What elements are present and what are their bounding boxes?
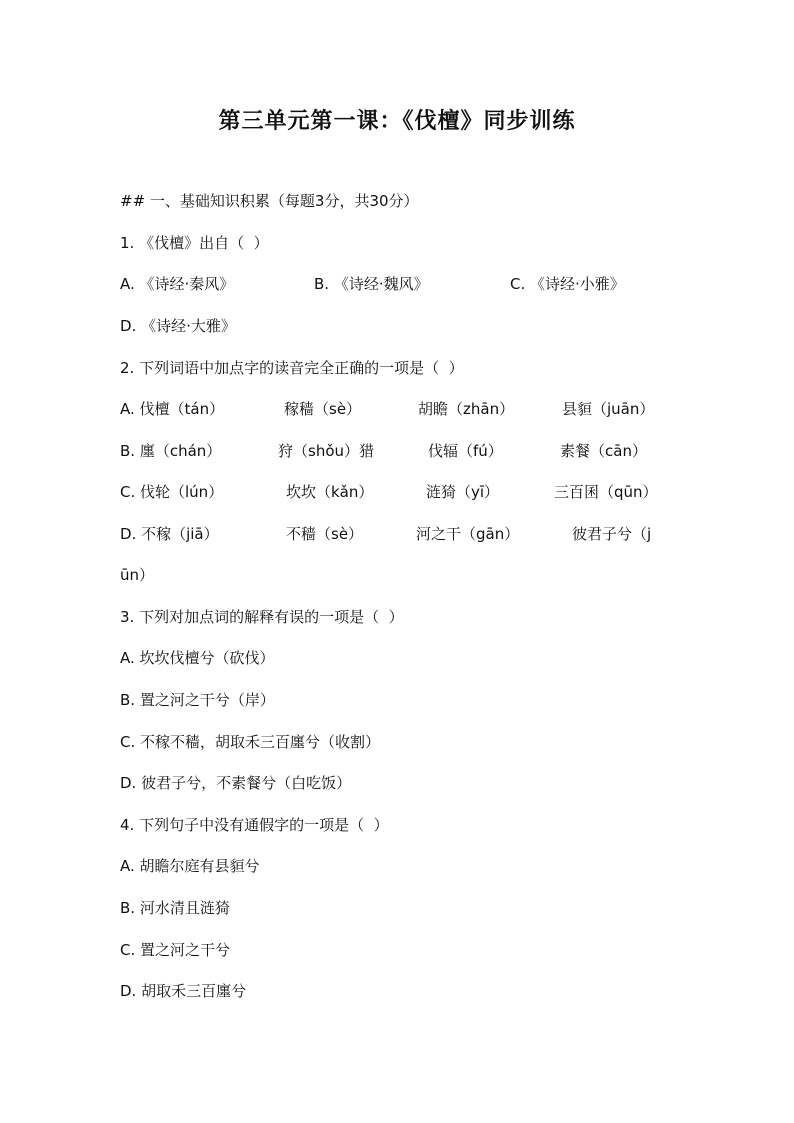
- question-1-option-a: A. 《诗经·秦风》: [120, 275, 235, 293]
- question-2-option-b-item: B. 廛（chán）: [120, 442, 222, 460]
- question-2-option-d-item: D. 不稼（jiā）: [120, 525, 219, 543]
- question-2-option-c-item: 涟猗（yī）: [426, 483, 500, 501]
- question-2-option-d-item: 彼君子兮（j: [572, 525, 652, 543]
- question-1-option-d: D. 《诗经·大雅》: [120, 317, 236, 335]
- section-heading: ## 一、基础知识积累（每题3分，共30分）: [120, 192, 419, 210]
- question-2-option-c-item: 坎坎（kǎn）: [286, 483, 374, 501]
- question-2-option-a-item: A. 伐檀（tán）: [120, 400, 225, 418]
- question-2-option-c-item: C. 伐轮（lún）: [120, 483, 224, 501]
- question-2-option-a-item: 胡瞻（zhān）: [418, 400, 515, 418]
- question-4-option-b: B. 河水清且涟猗: [120, 899, 230, 917]
- question-2-option-b-item: 素餐（cān）: [560, 442, 647, 460]
- question-2-option-a-item: 县貆（juān）: [562, 400, 655, 418]
- question-4-stem: 4. 下列句子中没有通假字的一项是（ ）: [120, 816, 389, 834]
- question-1-option-c: C. 《诗经·小雅》: [510, 275, 625, 293]
- question-3-option-c: C. 不稼不穑，胡取禾三百廛兮（收割）: [120, 733, 381, 751]
- question-2-option-c-item: 三百囷（qūn）: [554, 483, 658, 501]
- question-2-option-d-item: 河之干（gān）: [416, 525, 520, 543]
- question-3-option-a: A. 坎坎伐檀兮（砍伐）: [120, 649, 275, 667]
- question-4-option-d: D. 胡取禾三百廛兮: [120, 982, 247, 1000]
- question-2-option-d-item: 不穑（sè）: [286, 525, 364, 543]
- page-title: 第三单元第一课：《伐檀》同步训练: [218, 108, 576, 134]
- question-3-option-d: D. 彼君子兮，不素餐兮（白吃饭）: [120, 774, 352, 792]
- question-4-option-a: A. 胡瞻尔庭有县貆兮: [120, 857, 260, 875]
- question-2-option-b-item: 狩（shǒu）猎: [278, 442, 375, 460]
- question-2-stem: 2. 下列词语中加点字的读音完全正确的一项是（ ）: [120, 359, 464, 377]
- question-1-stem: 1. 《伐檀》出自（ ）: [120, 234, 269, 252]
- question-3-option-b: B. 置之河之干兮（岸）: [120, 691, 275, 709]
- question-4-option-c: C. 置之河之干兮: [120, 941, 231, 959]
- question-2-option-b-item: 伐辐（fú）: [428, 442, 503, 460]
- question-2-option-d-wrap: ūn）: [120, 566, 155, 584]
- question-1-option-b: B. 《诗经·魏风》: [314, 275, 429, 293]
- question-2-option-a-item: 稼穑（sè）: [284, 400, 362, 418]
- question-3-stem: 3. 下列对加点词的解释有误的一项是（ ）: [120, 608, 404, 626]
